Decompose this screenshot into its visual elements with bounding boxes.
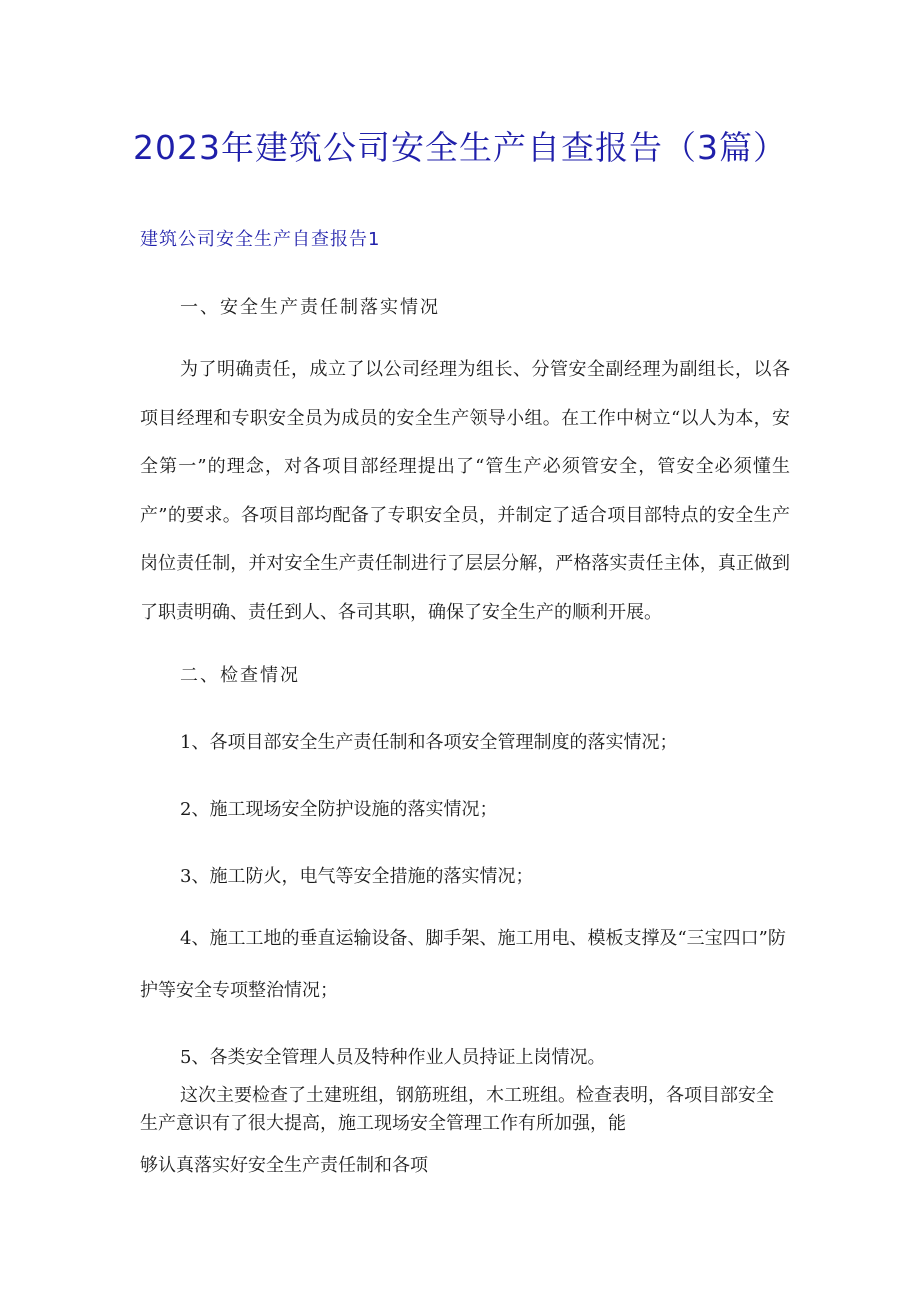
check-item-1: 1、各项目部安全生产责任制和各项安全管理制度的落实情况； <box>180 732 678 753</box>
trailing-text: 够认真落实好安全生产责任制和各项 <box>140 1155 428 1176</box>
section-1-paragraph-text: 为了明确责任，成立了以公司经理为组长、分管安全副经理为副组长，以各项目经理和专职安全员为成员的安全生产领导小组。在工作中树立“以人为本，安全第一”的理念，对各项目部经理提出了“管生产必须管安全，管安全必须懂生产”的要求。各项目部均配备了专职安全员，并制定了适合项目部特点的安全生产岗位责任制，并对安全生产责任制进行了层层分解，严格落实责任主体，真正做到了职责明确、责任到人、各司其职，确保了安全生产的顺利开展。 <box>140 359 790 623</box>
check-item-5: 5、各类安全管理人员及特种作业人员持证上岗情况。 <box>180 1047 606 1068</box>
section-2-heading: 二、检查情况 <box>180 665 300 686</box>
section-1-heading: 一、安全生产责任制落实情况 <box>180 297 440 318</box>
check-item-4-text: 4、施工工地的垂直运输设备、脚手架、施工用电、模板支撑及“三宝四口”防护等安全专项整治情况； <box>140 928 786 1001</box>
check-item-3: 3、施工防火，电气等安全措施的落实情况； <box>180 866 534 887</box>
check-item-2: 2、施工现场安全防护设施的落实情况； <box>180 799 498 820</box>
report-subtitle: 建筑公司安全生产自查报告1 <box>140 229 381 250</box>
section-1-paragraph <box>140 346 790 637</box>
conclusion-paragraph <box>140 1082 790 1138</box>
document-title: 2023年建筑公司安全生产自查报告（3篇） <box>133 128 787 167</box>
conclusion-text: 这次主要检查了土建班组，钢筋班组，木工班组。检查表明，各项目部安全生产意识有了很大提高，施工现场安全管理工作有所加强，能 <box>140 1085 774 1134</box>
check-item-4 <box>140 913 790 1017</box>
